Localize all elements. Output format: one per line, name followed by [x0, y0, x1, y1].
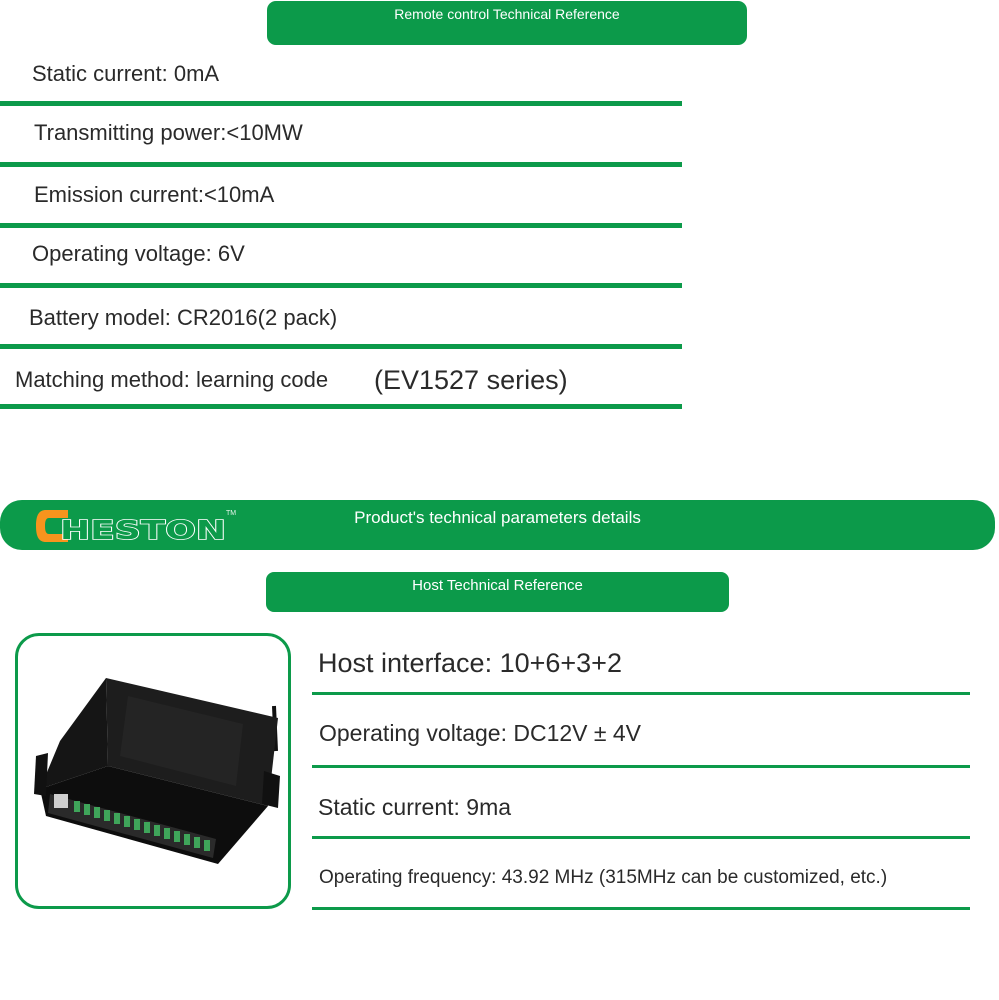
- divider: [312, 765, 970, 768]
- divider: [0, 344, 682, 349]
- divider: [0, 223, 682, 228]
- product-banner-title: Product's technical parameters details: [354, 508, 641, 527]
- divider: [0, 101, 682, 106]
- divider: [312, 836, 970, 839]
- remote-spec-operating-voltage: Operating voltage: 6V: [32, 241, 245, 266]
- remote-spec-battery-model: Battery model: CR2016(2 pack): [29, 305, 338, 330]
- divider: [0, 283, 682, 288]
- remote-spec-matching-suffix: (EV1527 series): [374, 365, 568, 395]
- host-device-image-frame: [15, 633, 291, 909]
- divider: [312, 907, 970, 910]
- remote-spec-matching-method: Matching method: learning code: [15, 367, 329, 392]
- cheston-logo: [34, 506, 237, 546]
- trademark-mark: TM: [226, 510, 237, 517]
- host-device-image: [18, 636, 288, 906]
- host-spec-operating-voltage: Operating voltage: DC12V ± 4V: [319, 720, 642, 746]
- svg-text:HESTON: HESTON: [60, 516, 226, 546]
- divider: [312, 692, 970, 695]
- divider: [0, 162, 682, 167]
- host-spec-operating-frequency: Operating frequency: 43.92 MHz (315MHz can be customized, etc.): [319, 867, 888, 888]
- host-spec-interface: Host interface: 10+6+3+2: [318, 648, 622, 678]
- host-section-title: [266, 572, 729, 612]
- remote-spec-transmitting-power: Transmitting power:<10MW: [34, 120, 303, 145]
- remote-spec-static-current: Static current: 0mA: [32, 61, 220, 86]
- remote-section-title-text: Remote control Technical Reference: [394, 6, 620, 22]
- remote-spec-emission-current: Emission current:<10mA: [34, 182, 275, 207]
- host-spec-static-current: Static current: 9ma: [318, 794, 512, 820]
- remote-section-title: [267, 1, 747, 45]
- host-section-title-text: Host Technical Reference: [412, 577, 583, 594]
- divider: [0, 404, 682, 409]
